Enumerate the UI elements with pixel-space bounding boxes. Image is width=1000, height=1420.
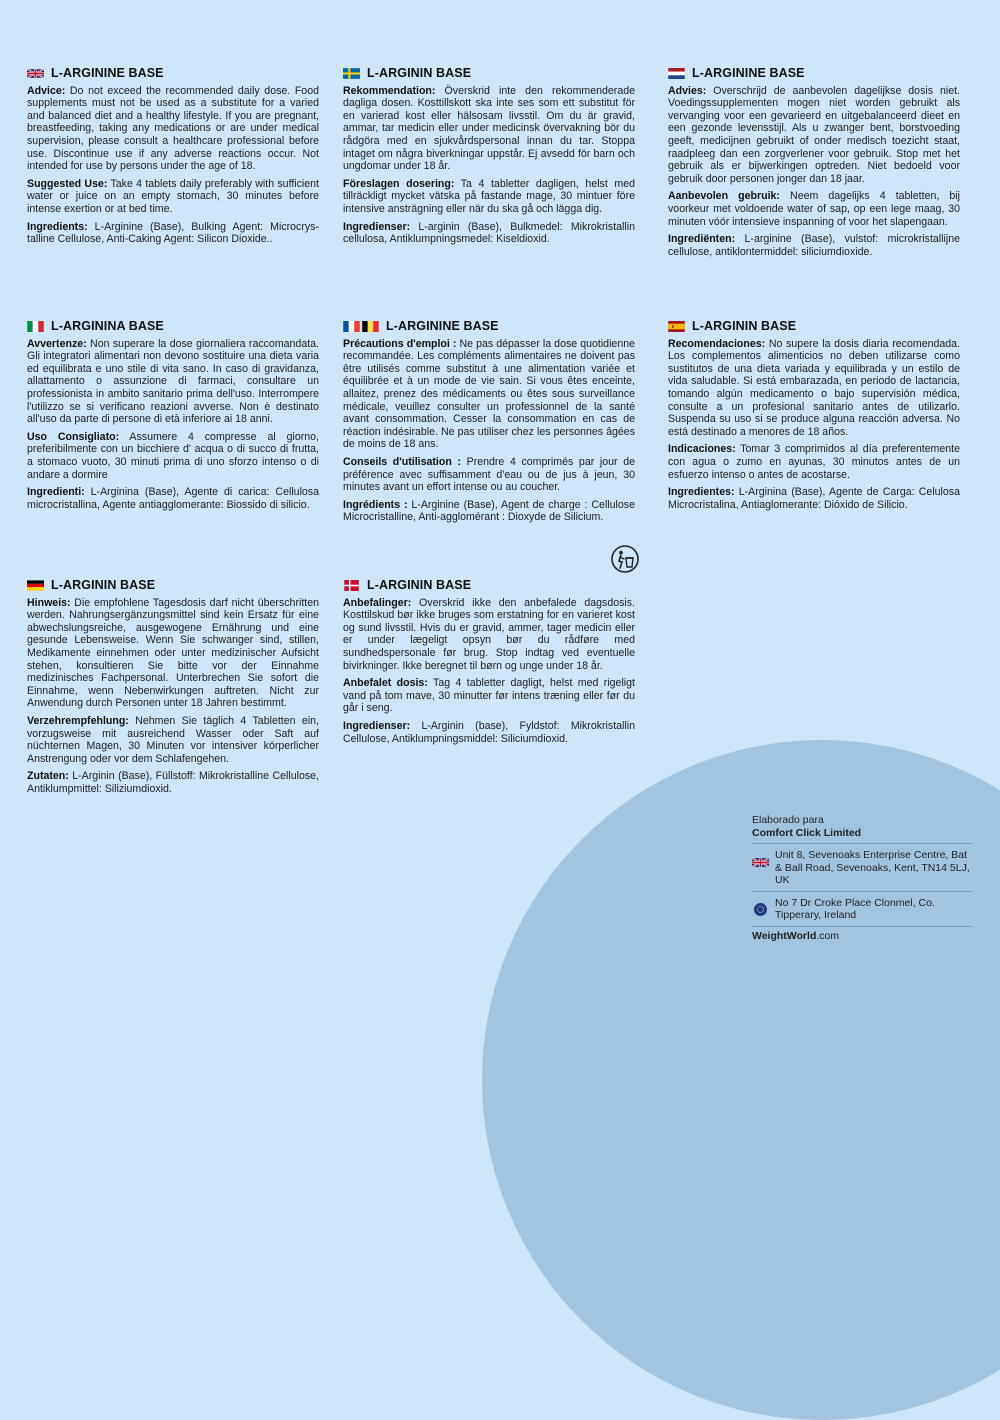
advice-label: Hinweis: — [27, 596, 71, 609]
advice-text: Överskrid inte den rekommenderade dagliga dosen. Kosttillskott ska inte ses som ett substitut för en varierad kost eller hälsosam livsstil. Om du är gravid, ammar, tar medicin eller under medicinsk övervakning bör du rådgöra med en sjukvårdspersonal innan du tar. Stoppa intaget om några biverkningar uppstår. Ej avsedd för barn och ungdomar under 18 år. — [343, 84, 635, 173]
use-text: Take 4 tablets daily preferably with sufficient water or juice on an empty stomach, 30 minutes before intense exertion or at bed time. — [27, 177, 319, 215]
advice-label: Advies: — [668, 84, 707, 97]
use-label: Verzehrempfehlung: — [27, 714, 129, 727]
use-label: Conseils d'utilisation : — [343, 455, 461, 468]
ingredients-label: Ingredienti: — [27, 486, 85, 499]
ingredients-text: L-Arginin (base), Fyldstof: Mikrokristallin Cellulose, Antiklumpningsmiddel: Siliciumdioxid. — [343, 719, 635, 745]
ingredients-text: L-Arginin (Base), Füllstoff: Mikrokristalline Cellulose, Antiklumpmittel: Siliziumdioxid. — [27, 770, 319, 795]
section-swedish — [343, 67, 635, 251]
ingredients-text: L-Arginine (Base), Agent de charge : Cellulose Microcristalline, Anti-agglomérant : Dioxyde de Silicium. — [343, 498, 635, 524]
section-header — [668, 67, 960, 80]
section-german — [27, 579, 319, 801]
use-paragraph — [343, 456, 635, 494]
ingredients-paragraph — [343, 720, 635, 745]
advice-label: Avvertenze: — [27, 337, 87, 350]
france-flag-icon — [343, 321, 360, 332]
spain-flag-icon — [668, 321, 685, 332]
section-header — [27, 579, 319, 592]
use-text: Tomar 3 comprimidos al día preferentemente con agua o zumo en ayunas, 30 minutos antes de un esfuerzo intenso o antes de acostarse. — [668, 443, 960, 481]
advice-text: Die empfohlene Tagesdosis darf nicht überschritten werden. Nahrungsergänzungsmittel sind kein Ersatz für eine abwechslungsreiche, ausgewogene Ernährung und eine gesunde Lebensweise. Wenn Sie schwanger sind, stillen, Medikamente einnehmen oder unter medizinischer Aufsicht stehen, konsultieren Sie bitte vor der Einnahme medizinisches Fachpersonal. Unterbrechen Sie sofort die Einnahme, wenn Nebenwirkungen auftreten. Nicht zur Anwendung durch Personen unter 18 Jahren bestimmt. — [27, 596, 319, 710]
advice-label: Rekommendation: — [343, 84, 436, 97]
section-title: L-ARGININ BASE — [367, 66, 472, 80]
uk-address-row — [752, 843, 972, 891]
section-header — [27, 320, 319, 333]
ingredients-label: Ingrediënten: — [668, 233, 736, 246]
section-spanish — [668, 320, 960, 516]
use-label: Indicaciones: — [668, 443, 736, 456]
ingredients-text: L-Arginina (Base), Agente de Carga: Celulosa Microcristalina, Antiaglomerante: Dióxido de Silicio. — [668, 486, 960, 511]
section-english — [27, 67, 319, 251]
section-header — [343, 67, 635, 80]
advice-paragraph — [668, 85, 960, 186]
advice-text: No supere la dosis diaria recomendada. Los complementos alimenticios no deben utilizarse como sustitutos de una dieta variada y equilibrada y un estilo de vida saludable. Si está embarazada, en periodo de lactancia, tomando algún medicamento o bajo supervisión médica, consulte a un profesional sanitario antes de utilizarlo. Suspenda su uso si se produce alguna reacción adversa. No está destinado a menores de 18 años. — [668, 337, 960, 438]
section-title: L-ARGININ BASE — [51, 578, 156, 592]
use-text: Neem dagelijks 4 tabletten, bij voorkeur met voldoende water of sap, op een lege maag, 30 minuten vóór intensieve inspanning of voor het slapengaan. — [668, 190, 960, 228]
use-paragraph — [27, 715, 319, 765]
ingredients-label: Zutaten: — [27, 770, 69, 783]
ingredients-label: Ingredients: — [27, 220, 88, 233]
eu-flag-icon — [754, 903, 767, 916]
use-paragraph — [343, 677, 635, 715]
section-title: L-ARGININ BASE — [692, 319, 797, 333]
section-french — [343, 320, 635, 529]
recycle-bin-icon — [611, 545, 639, 573]
advice-paragraph — [668, 338, 960, 439]
section-italian — [27, 320, 319, 516]
ingredients-text: L-arginin (Base), Bulkmedel: Mikrokristallin cellulosa, Antiklumpningsmedel: Kiseldioxid. — [343, 220, 635, 246]
ingredients-label: Ingrédients : — [343, 498, 408, 511]
use-label: Anbefalet dosis: — [343, 677, 428, 690]
use-text: Ta 4 tabletter dagligen, helst med tillräckligt mycket vätska på fastande mage, 30 mintuer före intensive ansträgning eller när du ska gå och lägga dig. — [343, 177, 635, 215]
advice-text: Non superare la dose giornaliera raccomandata. Gli integratori alimentari non devono sostituire una dieta varia ed equilibrata e uno stile di vita sano. In caso di gravidanza, allattamento o assunzione di farmaci, consultare un professionista in ambito sanitario prima dell'uso. Interrompere l'utilizzo se si verificano reazioni avverse. Non è destinato all'uso da parte di persone di età inferiore ai 18 anni. — [27, 337, 319, 426]
advice-text: Ne pas dépasser la dose quotidienne recommandée. Les compléments alimentaires ne doivent pas être utilisés comme substitut à une alimentation variée et équilibrée et à un mode de vie sain. Si vous êtes enceinte, allaitez, prenez des médicaments ou êtes sous surveillance médicale, veuillez consulter un professionnel de la santé avant consommation. Cesser la consommation en cas de réaction indésirable. Ne pas utiliser chez les personnes âgées de moins de 18 ans. — [343, 337, 635, 451]
section-header — [668, 320, 960, 333]
brand-name: WeightWorld — [752, 929, 817, 942]
denmark-flag-icon — [343, 580, 360, 591]
uk-flag-icon — [752, 857, 769, 868]
section-title: L-ARGININE BASE — [386, 319, 499, 333]
section-title: L-ARGININE BASE — [51, 66, 164, 80]
ingredients-text: L-Arginina (Base), Agente di carica: Cellulosa microcristallina, Agente antiagglomerante: Biossido di silicio. — [27, 486, 319, 511]
section-title: L-ARGININ BASE — [367, 578, 472, 592]
ingredients-text: L-Arginine (Base), Bulking Agent: Microcrys-talline Cellulose, Anti-Caking Agent: Silicon Dioxide.. — [27, 220, 319, 246]
advice-label: Anbefalinger: — [343, 596, 412, 609]
use-text: Tag 4 tabletter dagligt, helst med rigeligt vand på tom mave, 30 minutter før intens træning eller før du går i seng. — [343, 677, 635, 715]
use-label: Suggested Use: — [27, 177, 108, 190]
use-paragraph — [27, 431, 319, 481]
section-dutch — [668, 67, 960, 263]
use-paragraph — [668, 443, 960, 481]
advice-text: Do not exceed the recommended daily dose. Food supplements must not be used as a substitute for a varied and balanced diet and a healthy lifestyle. If you are pregnant, breastfeeding, taking any medications or are under medical supervision, please consult a healthcare professional before use. Discontinue use if any adverse reactions occur. Not intended for use by persons under the age of 18. — [27, 84, 319, 173]
use-paragraph — [343, 178, 635, 216]
advice-text: Overskrid ikke den anbefalede dagsdosis. Kosttilskud bør ikke bruges som erstatning for en varieret kost og sund livsstil. Hvis du er gravid, ammer, tager medicin eller er under lægeligt opsyn bør du rådføre med sundhedspersonale før brug. Stop indtag ved eventuelle bivirkninger. Ikke beregnet til børn og unge under 18 år. — [343, 596, 635, 672]
section-title: L-ARGININE BASE — [692, 66, 805, 80]
ingredients-paragraph — [27, 486, 319, 511]
ingredients-text: L-arginine (Base), vulstof: microkristallijne cellulose, antiklontermiddel: siliciumdioxide. — [668, 233, 960, 258]
advice-paragraph — [343, 597, 635, 673]
sweden-flag-icon — [343, 68, 360, 79]
germany-flag-icon — [27, 580, 44, 591]
advice-paragraph — [27, 338, 319, 426]
advice-label: Précautions d'emploi : — [343, 337, 457, 350]
netherlands-flag-icon — [668, 68, 685, 79]
ingredients-paragraph — [343, 221, 635, 246]
advice-label: Advice: — [27, 84, 66, 97]
advice-paragraph — [343, 85, 635, 173]
use-text: Prendre 4 comprimés par jour de préférence avec suffisamment d'eau ou de jus à jeun, 30 minutes avant un effort intense ou au coucher. — [343, 455, 635, 494]
section-danish — [343, 579, 635, 750]
ingredients-paragraph — [668, 233, 960, 258]
advice-text: Overschrijd de aanbevolen dagelijkse dosis niet. Voedingssupplementen mogen niet worden gebruikt als vervanging voor een gevarieerd en uitgebalanceerd dieet en een gezonde levensstijl. Als u zwanger bent, borstvoeding geeft, medicijnen gebruikt of onder medisch toezicht staat, raadpleeg dan een zorgverlener voor gebruik. Stop met het gebruik als er bijwerkingen optreden. Niet bedoeld voor gebruik door personen jonger dan 18 jaar. — [668, 84, 960, 185]
uk-address: Unit 8, Sevenoaks Enterprise Centre, Bat & Ball Road, Sevenoaks, Kent, TN14 5LJ, UK — [775, 849, 970, 886]
section-header — [27, 67, 319, 80]
ie-address-row — [752, 891, 972, 926]
made-for-label: Elaborado para — [752, 814, 824, 826]
advice-paragraph — [343, 338, 635, 451]
ie-address: No 7 Dr Croke Place Clonmel, Co. Tipperary, Ireland — [775, 896, 935, 921]
use-label: Aanbevolen gebruik: — [668, 190, 780, 203]
advice-paragraph — [27, 597, 319, 710]
ingredients-label: Ingredientes: — [668, 486, 735, 499]
use-text: Assumere 4 compresse al giorno, preferibilmente con un bicchiere d' acqua o di succo di frutta, a stomaco vuoto, 30 minuti prima di uno sforzo intenso o di andare a dormire — [27, 430, 319, 481]
company-name: Comfort Click Limited — [752, 826, 862, 839]
advice-label: Recomendaciones: — [668, 337, 766, 350]
advice-paragraph — [27, 85, 319, 173]
ingredients-paragraph — [27, 770, 319, 795]
ingredients-paragraph — [343, 499, 635, 524]
use-paragraph — [668, 190, 960, 228]
ingredients-paragraph — [27, 221, 319, 246]
brand-url — [752, 926, 972, 943]
use-text: Nehmen Sie täglich 4 Tabletten ein, vorzugsweise mit ausreichend Wasser oder Saft auf nüchternen Magen, 30 Minuten vor intensiver körperlicher Anstrengung oder vor dem Schlafengehen. — [27, 714, 319, 765]
manufacturer-footer — [752, 814, 972, 942]
ingredients-paragraph — [668, 486, 960, 511]
uk-flag-icon — [27, 68, 44, 79]
italy-flag-icon — [27, 321, 44, 332]
section-title: L-ARGININA BASE — [51, 319, 164, 333]
ingredients-label: Ingredienser: — [343, 220, 411, 233]
brand-domain: .com — [816, 929, 840, 942]
use-label: Föreslagen dosering: — [343, 177, 455, 190]
section-header — [343, 579, 635, 592]
use-label: Uso Consigliato: — [27, 430, 120, 443]
belgium-flag-icon — [362, 321, 379, 332]
ingredients-label: Ingredienser: — [343, 719, 411, 732]
section-header — [343, 320, 635, 333]
use-paragraph — [27, 178, 319, 216]
